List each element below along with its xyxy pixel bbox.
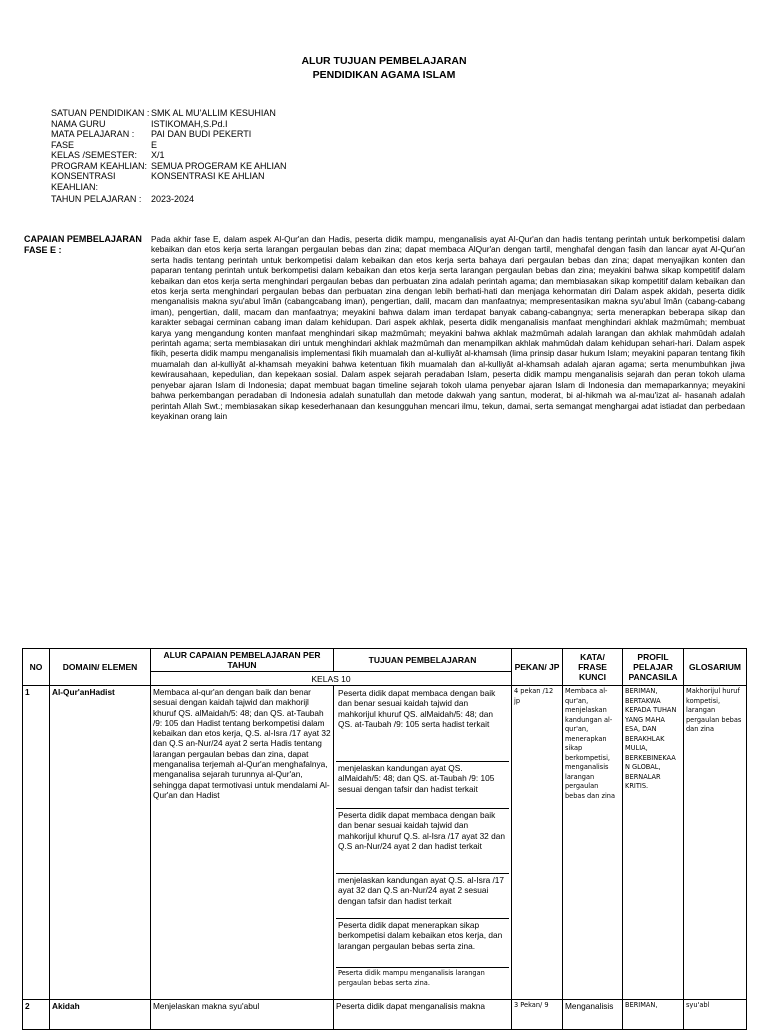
header-kelas: KELAS 10	[151, 672, 512, 686]
tujuan-item: Peserta didik dapat menerapkan sikap berkompetisi dalam kebaikan etos kerja, dan larangan pergaulan bebas serta zina.	[336, 919, 509, 968]
info-label: MATA PELAJARAN :	[51, 129, 135, 139]
row-glosarium: syu'abl	[684, 1000, 747, 1030]
info-value: SMK AL MU'ALLIM KESUHIAN	[151, 108, 276, 118]
tujuan-item: Peserta didik mampu menganalisis larangan pergaulan bebas serta zina.	[338, 969, 485, 987]
tujuan-item: menjelaskan kandungan ayat QS. alMaidah/5: 48; dan QS. at-Taubah /9: 105 sesuai dengan tafsir dan hadist terkait	[336, 762, 509, 809]
row-no: 1	[23, 686, 50, 1000]
row-tujuan: Peserta didik dapat menganalisis makna	[334, 1000, 512, 1030]
row-alur: Menjelaskan makna syu'abul	[151, 1000, 334, 1030]
header-kata: KATA/ FRASE KUNCI	[563, 649, 623, 686]
row-domain: Akidah	[50, 1000, 151, 1030]
tujuan-item: Peserta didik dapat membaca dengan baik dan benar sesuai kaidah tajwid dan mahkorijul khuruf Q.S. al-Isra /17 ayat 32 dan Q.S an-Nur/24 ayat 2 dan hadist terkait	[336, 809, 509, 874]
header-pekan: PEKAN/ JP	[512, 649, 563, 686]
table-row	[23, 686, 747, 1000]
info-row	[51, 194, 287, 205]
atp-table	[22, 648, 747, 1030]
info-row	[51, 161, 287, 172]
info-row	[51, 150, 287, 161]
row-alur: Membaca al-qur'an dengan baik dan benar sesuai dengan kaidah tajwid dan makhorijl khuruf QS. alMaidah/5: 48; dan QS. at-Taubah /9: 105 dan Hadist tentang berkompetisi dalam kebaikan dan etos kerja, Q.S. al-Isra /17 ayat 32 dan Q.S an-Nur/24 ayat 2 serta Hadis tentang larangan pergaulan bebas dan zina, dapat menganalisa terjemah al-Qur'an menghafalnya, menganalisa sejarah turunnya al-Qur'an, sehingga dapat termotivasi untuk mendalami Al-Qur'an dan Hadist	[151, 686, 334, 1000]
info-row	[51, 140, 287, 151]
capaian-text: Pada akhir fase E, dalam aspek Al-Qur'an dan Hadis, peserta didik mampu, menganalisis ayat Al-Qur'an dan hadis tentang perintah untuk berkompetisi dalam kebaikan dan etos kerja serta larangan pergaulan bebas dan zina; dapat membaca AlQur'an dengan tartil, menghafal dengan fasih dan lancar ayat Al-Qur'an serta hadis tentang perintah untuk berkompetisi dalam kebaikan dan etos kerja serta bahaya dari pergaulan bebas dan zina; dapat menyajikan konten dan paparan tentang perintah untuk berkompetisi dalam kebaikan dan etos kerja serta larangan pergaulan bebas dan zina; meyakini bahwa sikap kompetitif dalam kebaikan dan etos kerja serta menghindari pergaulan bebas dan perbuatan zina adalah perintah agama; dan membiasakan sikap kompetitif dalam kebaikan dan etos kerja serta menghindari pergaulan bebas dan perbuatan zina dengan lebih berhati-hati dan menjaga kehormatan diri Dalam aspek akidah, peserta didik menganalisis makna syu'abul îmân (cabangcabang iman), pengertian, dalil, macam dan manfaatnya; mempresentasikan makna syu'abul îmân (cabang-cabang iman), pengertian, dalil, macam dan manfaatnya; meyakini bahwa dalam iman terdapat banyak cabang-cabangnya; serta menerapkan beberapa sikap dan karakter sebagai cerminan cabang iman dalam kehidupan. Dari aspek akhlak, peserta didik menganalisis manfaat menghindari akhlak mażmûmah; membuat karya yang mengandung konten manfaat menghindari sikap mażmûmah; meyakini bahwa akhlak mażmûmah adalah larangan dan akhlak mahmûdah adalah perintah agama; serta membiasakan diri untuk menghindari akhlak mażmûmah dan menampilkan akhlak mahmûdah dalam kehidupan sehari-hari. Dalam aspek fikih, peserta didik mampu menganalisis implementasi fikih muamalah dan al-kulliyât al-khamsah (lima prinsip dasar hukum Islam; meyakini paparan tentang fikih muamalah dan al-kulliyât al-khamsah meyakini bahwa ketentuan fikih muamalah dan al-kulliyât al-khamsah adalah ajaran agama; serta menumbuhkan jiwa kewirausahaan, kepedulian, dan kepekaan sosial. Dalam aspek sejarah peradaban Islam, peserta didik mampu menganalisis sejarah dan peran tokoh ulama penyebar ajaran Islam di Indonesia; dapat membuat bagan timeline sejarah tokoh ulama penyebar ajaran Islam di Indonesia dan memaparkannya; meyakini bahwa perkembangan peradaban di Indonesia adalah sunatullah dan metode dakwah yang santun, moderat, bi al-hikmah wa al-mau'izat al- hasanah adalah perintah Allah Swt.; membiasakan sikap kesederhanaan dan kesungguhan mencari ilmu, tekun, damai, serta semangat menghargai adat istiadat dan perbedaan keyakinan orang lain	[151, 234, 745, 421]
info-row	[51, 129, 287, 140]
row-kata: Menganalisis	[563, 1000, 623, 1030]
row-pekan: 3 Pekan/ 9	[512, 1000, 563, 1030]
info-value: E	[151, 139, 158, 150]
tujuan-item: Peserta didik dapat membaca dengan baik dan benar sesuai kaidah tajwid dan mahkorijul khuruf QS. alMaidah/5: 48; dan QS. at-Taubah /9: 105 serta hadist terkait	[336, 687, 509, 762]
info-value: KONSENTRASI KE AHLIAN	[151, 171, 265, 181]
row-glosarium: Makhorijul huruf kompetisi, larangan pergaulan bebas dan zina	[684, 686, 747, 1000]
header-glosarium: GLOSARIUM	[684, 649, 747, 686]
info-row	[51, 108, 287, 119]
info-label: NAMA GURU	[51, 118, 106, 129]
header-domain: DOMAIN/ ELEMEN	[50, 649, 151, 686]
info-label: FASE	[51, 139, 75, 150]
table-row	[23, 1000, 747, 1030]
row-no: 2	[23, 1000, 50, 1030]
info-value: SEMUA PROGERAM KE AHLIAN	[151, 160, 287, 171]
header-profil: PROFIL PELAJAR PANCASILA	[623, 649, 684, 686]
row-kata: Membaca al-qur'an, menjelaskan kandungan al-qur'an, menerapkan sikap berkompetisi, menganalisis larangan pergaulan bebas dan zina	[563, 686, 623, 1000]
document-title: ALUR TUJUAN PEMBELAJARAN	[301, 55, 467, 67]
row-pekan: 4 pekan /12 jp	[512, 686, 563, 1000]
info-label: SATUAN PENDIDIKAN :	[51, 108, 150, 118]
info-label: KONSENTRASI KEAHLIAN:	[51, 171, 116, 192]
document-subtitle: PENDIDIKAN AGAMA ISLAM	[312, 69, 456, 81]
header-alur: ALUR CAPAIAN PEMBELAJARAN PER TAHUN	[151, 649, 334, 672]
info-row	[51, 119, 287, 130]
info-value: X/1	[151, 150, 165, 160]
tujuan-item: menjelaskan kandungan ayat Q.S. al-Isra /17 ayat 32 dan Q.S an-Nur/24 ayat 2 sesuai dengan tafsir dan hadist terkait	[336, 874, 509, 919]
identity-block	[51, 108, 287, 205]
info-label: TAHUN PELAJARAN :	[51, 194, 142, 204]
capaian-label: CAPAIAN PEMBELAJARAN FASE E :	[24, 234, 142, 255]
header-no: NO	[23, 649, 50, 686]
info-label: PROGRAM KEAHLIAN:	[51, 160, 148, 171]
info-value: ISTIKOMAH,S.Pd.I	[151, 118, 228, 129]
info-value: PAI DAN BUDI PEKERTI	[151, 129, 252, 139]
row-tujuan	[334, 686, 512, 1000]
info-label: KELAS /SEMESTER:	[51, 150, 138, 160]
row-profil: BERIMAN,	[623, 1000, 684, 1030]
header-tujuan: TUJUAN PEMBELAJARAN	[334, 649, 512, 672]
info-value: 2023-2024	[151, 194, 195, 204]
row-profil: BERIMAN, BERTAKWA KEPADA TUHAN YANG MAHA ESA, DAN BERAKHLAK MULIA, BERKEBINEKAA N GLOBAL, BERNALAR KRITIS.	[623, 686, 684, 1000]
row-domain: Al-Qur'anHadist	[50, 686, 151, 1000]
info-row	[51, 171, 287, 192]
